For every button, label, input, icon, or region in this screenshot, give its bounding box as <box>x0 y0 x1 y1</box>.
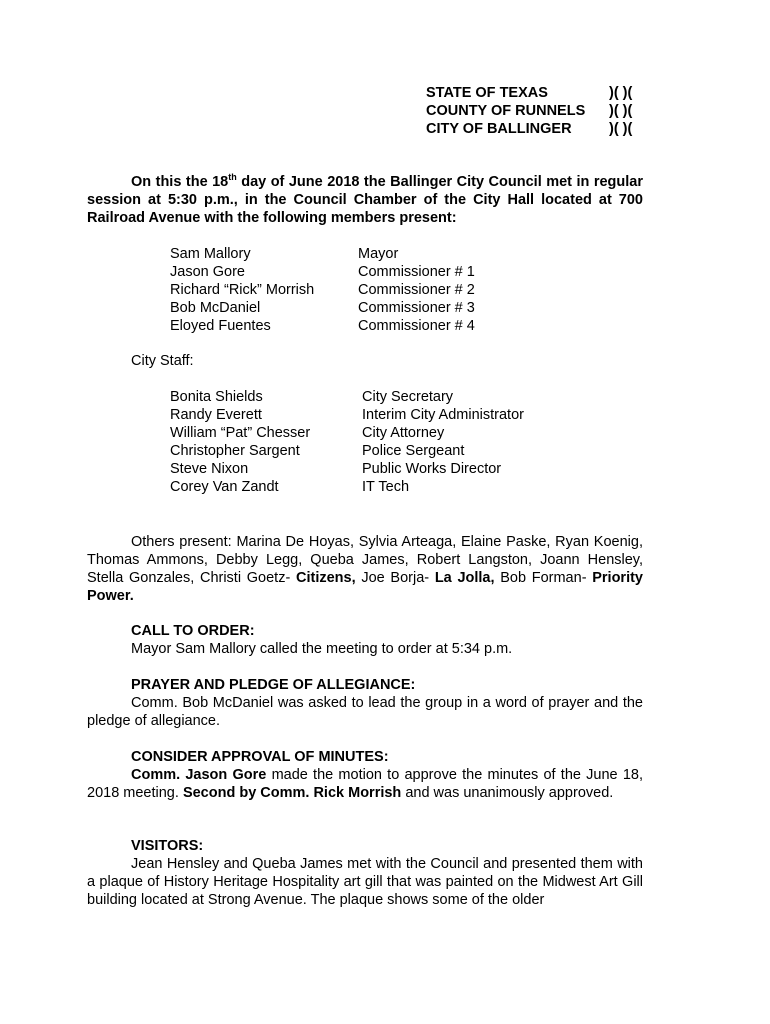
staff-row <box>170 406 524 424</box>
section-body: made the motion to approve the minutes of the June 18, 2018 meeting. <box>87 767 643 801</box>
section-heading: CALL TO ORDER: <box>131 623 255 639</box>
staff-name: Steve Nixon <box>170 461 249 477</box>
header-label: STATE OF TEXAS <box>426 85 548 101</box>
member-name: Bob McDaniel <box>170 300 261 316</box>
staff-title: City Attorney <box>362 425 445 441</box>
city-staff-label: City Staff: <box>131 353 194 369</box>
staff-name: William “Pat” Chesser <box>170 425 311 441</box>
intro-text: On this the 18 <box>131 174 229 190</box>
staff-name: Christopher Sargent <box>170 443 300 459</box>
motion-maker: Comm. Jason Gore <box>131 767 267 783</box>
header-row <box>426 102 632 120</box>
staff-title: City Secretary <box>362 389 454 405</box>
member-row <box>170 245 475 263</box>
others-present-paragraph <box>87 533 643 605</box>
section-body: Mayor Sam Mallory called the meeting to order at 5:34 p.m. <box>131 641 513 657</box>
intro-paragraph <box>87 173 643 227</box>
intro-superscript: th <box>228 172 237 183</box>
member-name: Eloyed Fuentes <box>170 318 271 334</box>
member-row <box>170 317 475 335</box>
others-bold: Priority Power. <box>87 570 643 604</box>
motion-second: Second by Comm. Rick Morrish <box>182 785 402 801</box>
section-body: and was unanimously approved. <box>401 785 614 801</box>
staff-roster <box>170 388 524 496</box>
header-label: COUNTY OF RUNNELS <box>426 103 586 119</box>
staff-title: Public Works Director <box>362 461 502 477</box>
staff-row <box>170 388 524 406</box>
staff-title: Police Sergeant <box>362 443 465 459</box>
minutes-section <box>87 748 643 802</box>
call-to-order-section <box>87 622 643 658</box>
staff-name: Corey Van Zandt <box>170 479 279 495</box>
member-row <box>170 281 475 299</box>
section-heading: PRAYER AND PLEDGE OF ALLEGIANCE: <box>131 677 416 693</box>
others-text: Bob Forman- <box>494 570 593 586</box>
member-row <box>170 263 475 281</box>
member-title: Commissioner # 2 <box>358 282 475 298</box>
member-row <box>170 299 475 317</box>
header-mark: )( )( <box>609 121 633 137</box>
staff-row <box>170 478 524 496</box>
header-row <box>426 120 632 138</box>
staff-title: IT Tech <box>362 479 410 495</box>
others-text: Others present: Marina De Hoyas, Sylvia Arteaga, Elaine Paske, Ryan Koenig, Thomas Ammons, Debby Legg, Queba James, Robert Langston, Joann Hensley, Stella Gonzales, Christi Goetz- <box>87 534 643 586</box>
member-title: Commissioner # 4 <box>358 318 475 334</box>
member-title: Mayor <box>358 246 399 262</box>
staff-name: Randy Everett <box>170 407 262 423</box>
member-title: Commissioner # 3 <box>358 300 475 316</box>
section-heading: CONSIDER APPROVAL OF MINUTES: <box>131 749 389 765</box>
staff-name: Bonita Shields <box>170 389 263 405</box>
header-row <box>426 84 632 102</box>
staff-row <box>170 460 524 478</box>
member-name: Richard “Rick” Morrish <box>170 282 315 298</box>
header-mark: )( )( <box>609 85 633 101</box>
member-title: Commissioner # 1 <box>358 264 475 280</box>
intro-text-cont: day of June 2018 the Ballinger City Council met in regular session at 5:30 p.m., in the Council Chamber of the City Hall located at 700 Railroad Avenue with the following members present: <box>87 174 643 226</box>
section-body: Comm. Bob McDaniel was asked to lead the group in a word of prayer and the pledge of allegiance. <box>87 695 643 729</box>
members-roster <box>170 245 475 335</box>
visitors-section <box>87 837 643 909</box>
others-bold: La Jolla, <box>434 570 495 586</box>
header-mark: )( )( <box>609 103 633 119</box>
others-text: Joe Borja- <box>355 570 435 586</box>
staff-row <box>170 442 524 460</box>
section-heading: VISITORS: <box>131 838 204 854</box>
others-bold: Citizens, <box>296 570 356 586</box>
prayer-section <box>87 676 643 730</box>
jurisdiction-header <box>426 84 632 138</box>
member-name: Jason Gore <box>170 264 245 280</box>
member-name: Sam Mallory <box>170 246 251 262</box>
section-body: Jean Hensley and Queba James met with the Council and presented them with a plaque of History Heritage Hospitality art gill that was painted on the Midwest Art Gill building located at Strong Avenue. The plaque shows some of the older <box>87 856 643 908</box>
staff-row <box>170 424 524 442</box>
header-label: CITY OF BALLINGER <box>426 121 572 137</box>
staff-title: Interim City Administrator <box>362 407 524 423</box>
